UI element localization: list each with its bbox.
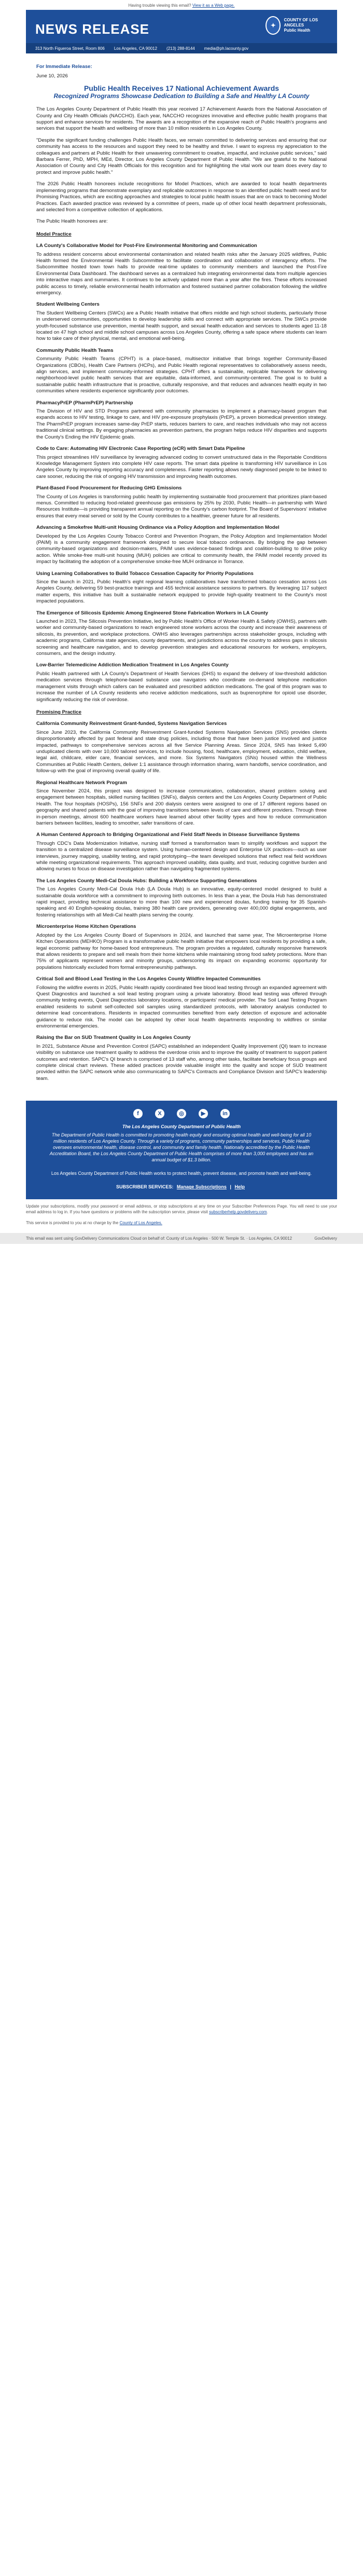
honoree-description: The Student Wellbeing Centers (SWCs) are a Public Health initiative that offers middle and high school students, particularly those in underserved communities, opportunities to develop leadership skills and connect with appropriate services. The SWCs provide youth-focused substance use prevention, mental health support, and sexual health education and services to students aged 11-18 located on 47 high school and middle school campuses across Los Angeles County, offering a safe space where students can learn how to take care of their physical, mental, and emotional well-being. xyxy=(36,310,327,342)
subscriber-label: SUBSCRIBER SERVICES: xyxy=(116,1184,174,1190)
honoree-description: Community Public Health Teams (CPHT) is a place-based, multisector initiative that brings together Community-Based Organizations (CBOs), Health Care Partners (HCPs), and Public Health regional representatives to collaboratively assess needs, align services, and implement community-informed strategies. CPHT offers a sustainable, replicable framework for delivering neighborhood-level public health services that are equitable, data-informed, and community-centered. The goal is to build a sustainable public health infrastructure that is proactive, culturally responsive, and that reduces and advances health equity in two communities where residents experience significantly poor outcomes. xyxy=(36,356,327,394)
x-icon[interactable]: X xyxy=(155,1109,164,1118)
honoree-title: Plant-Based Food Procurement for Reducing GHG Emissions xyxy=(36,485,182,491)
release-date: June 10, 2026 xyxy=(36,73,68,79)
honoree-description: Since June 2023, the California Community Reinvestment Grant-funded Systems Navigation Services (SNS) provides clients disproportionately affected by past federal and state drug policies, including those that have been justice involved and justice impacted, pathways to comprehensive services across all five Service Planning Areas. Since 2024, SNS has linked 5,490 unduplicated clients with over 10,000 tailored services, to include housing, food, healthcare, employment, education, child welfare, legal aid, childcare, elder care, financial services, and more. Six Systems Navigators (SNs) housed within the Wellness Communities at Public Health Centers, deliver 1:1 assistance through information sharing, warm handoffs, service coordination, and follow-up with the goal of improving overall quality of life. xyxy=(36,729,327,774)
footer-org-name: The Los Angeles County Department of Public Health xyxy=(122,1124,241,1130)
govdelivery-bar xyxy=(0,1233,363,1244)
honoree-title: Advancing a Smokefree Multi-unit Housing Ordinance via a Policy Adoption and Implementation Model xyxy=(36,525,280,531)
honoree-description: In 2021, Substance Abuse and Prevention Control (SAPC) established an independent Quality Improvement (QI) team to increase visibility on substance use treatment quality to address the overdose crisis and to improve the quality of treatment to support patient outcomes and retention. SAPC's QI branch is comprised of 13 staff who, among other tasks, facilitate beneficiary focus groups and complete clinical chart reviews. These added practices provide valuable insight into the quality and scope of SUD treatment provided within the SAPC network while also communicating to SAPC's Contracts and Compliance Division and SAPC's leadership team. xyxy=(36,1043,327,1081)
manage-subscriptions-link[interactable]: Manage Subscriptions xyxy=(176,1184,227,1190)
service-note-text: This service is provided to you at no charge by the xyxy=(26,1221,119,1226)
honoree-title: Low-Barrier Telemedicine Addiction Medication Treatment in Los Angeles County xyxy=(36,662,229,668)
honoree-description: Public Health partnered with LA County's Department of Health Services (DHS) to expand the delivery of low-threshold addiction medication services through telephone-based substance use navigators who coordinate on-demand telephone medication management visits through which callers can be evaluated and prescribed addiction medications. The goal of this program was to increase the number of LA County residents who receive addiction medications, such as buprenorphine for opioid use disorder, significantly reducing the risk of overdose. xyxy=(36,670,327,703)
honoree-title: PharmacyPrEP (PharmPrEP) Partnership xyxy=(36,400,133,406)
subheadline: Recognized Programs Showcase Dedication to Building a Safe and Healthy LA County xyxy=(53,92,310,100)
youtube-icon[interactable]: ▶ xyxy=(199,1109,208,1118)
contact-bar xyxy=(26,43,337,53)
intro-paragraph: The 2026 Public Health honorees include recognitions for Model Practices, which are awarded to local health departments implementing programs that demonstrate exemplary and replicable outcomes in response to an identified public health need and for Promising Practices, which are exciting approaches and strategies to local public health issues that are on track to becoming Model Practices. Each awarded practice was reviewed by a committee of peers, made up of other local health department professionals, and selected from a competitive collection of applications. xyxy=(36,181,327,213)
view-online-link[interactable]: View it as a Web page. xyxy=(192,3,235,8)
news-release-title: NEWS RELEASE xyxy=(35,21,150,37)
county-logo xyxy=(266,15,328,36)
help-link[interactable]: Help xyxy=(234,1184,245,1190)
service-note xyxy=(26,1220,337,1226)
subscription-text: Update your subscriptions, modify your password or email address, or stop subscriptions at any time on your Subscriber Preferences Page. You will need to use your email address to log in. If you have questions or problems with the subscription service, please visit subscriberhelp.govdelivery.com. xyxy=(26,1204,337,1215)
linkedin-icon[interactable]: in xyxy=(220,1109,230,1118)
category-label: Promising Practice xyxy=(36,709,81,715)
govdelivery-text: This email was sent using GovDelivery Communications Cloud on behalf of: County of Los Angeles · 500 W. Temple St. · Los Angeles, CA 90012 xyxy=(26,1236,292,1241)
city: Los Angeles, CA 90012 xyxy=(114,46,158,51)
honoree-description: Launched in 2023, The Silicosis Prevention Initiative, led by Public Health's Office of Worker Health & Safety (OWHS), partners with worker and community-based organizations to reach engineered stone workers across the county and increase their awareness of silicosis, its prevention, and workplace protections. OWHS also leverages partnerships across stakeholder groups, including with academic programs, California state agencies, county departments, and jurisdictions across the country to address gaps in silicosis screening and healthcare navigation, and to develop prevention strategies and educational resources for workers, employers, consumers, and the design industry. xyxy=(36,619,327,657)
honoree-title: Raising the Bar on SUD Treatment Quality in Los Angeles County xyxy=(36,1035,191,1041)
address: 313 North Figueroa Street, Room 806 xyxy=(35,46,105,51)
honoree-title: Student Wellbeing Centers xyxy=(36,302,100,308)
instagram-icon[interactable]: ◎ xyxy=(177,1109,186,1118)
honoree-description: Through CDC's Data Modernization Initiative, nursing staff formed a transformation team to simplify workflows and support the transition to a centralized disease surveillance system. Using human-centered design and Enterprise UX practices—such as user interviews, journey mapping, usability testing, and rapid prototyping—the team developed solutions that reflect real field workflows while meeting organizational requirements. This approach improved usability, data quality, and trust, reducing cognitive burden and allowing nurses to focus on disease investigation rather than navigating fragmented systems. xyxy=(36,840,327,872)
honoree-title: Using Learning Collaboratives to Build Tobacco Cessation Capacity for Priority Populations xyxy=(36,570,254,577)
facebook-icon[interactable]: f xyxy=(133,1109,143,1118)
honoree-title: The Los Angeles County Medi-Cal Doula Hubs: Building a Workforce Supporting Generations xyxy=(36,878,257,884)
intro-paragraph: The Los Angeles County Department of Public Health this year received 17 Achievement Awards from the National Association of County and City Health Officials (NACCHO). Each year, NACCHO recognizes innovative and effective public health programs that support and enhance services for residents. The awards are a recognition of the expansive reach of Public Health's programs and services that support the health and wellbeing of more than 10 million residents in Los Angeles County. xyxy=(36,106,327,132)
release-label: For Immediate Release: xyxy=(36,64,92,70)
honoree-description: Since November 2024, this project was designed to increase communication, collaboration, shared problem solving and engagement between hospitals, skilled nursing facilities (SNFs), dialysis centers and the Los Angeles County Department of Public Health. The four hospitals (HOSPs), 156 SNFs and 200 dialysis centers were assigned to one of 17 different regions based on geography and shared patients with the goal of improving transitions between levels of care and different providers. Through three in-person meetings, almost 600 healthcare workers have learned about other facility types and how to reduce communication barriers between facilities, leading to smoother, safer transitions of care. xyxy=(36,788,327,826)
honoree-categories xyxy=(36,231,327,1083)
honoree-description: This project streamlines HIV surveillance by leveraging advanced coding to convert unstructured data in the Reportable Conditions Knowledge Management System into complete HIV case reports. The smart data pipeline is transforming HIV surveillance in Los Angeles County by improving reporting accuracy and completeness. Faster reporting allows newly diagnosed people to be linked to care sooner, reducing the risk of ongoing HIV transmission and improving health outcomes. xyxy=(36,454,327,479)
honoree-description: To address resident concerns about environmental contamination and related health risks after the January 2025 wildfires, Public Health formed the Environmental Health Subcommittee to facilitate coordination and collaboration of interagency efforts. The Subcommittee hosted town town halls to provide real-time updates to community members and launched the Post-Fire Environmental Data Dashboard. The dashboard serves as a centralized hub integrating environmental data from multiple agencies into interactive maps and summaries. It continues to be actively updated more than a year after the fires. These efforts increased public access to timely, reliable environmental health information and fostered sustained partner collaboration following the wildfire emergency. xyxy=(36,251,327,296)
honoree-title: The Emergence of Silicosis Epidemic Among Engineered Stone Fabrication Workers in LA County xyxy=(36,610,268,616)
subscriber-services: SUBSCRIBER SERVICES: Manage Subscriptions | Help xyxy=(116,1184,245,1190)
intro-paragraph: "Despite the significant funding challenges Public Health faces, we remain committed to delivering services and ensuring that our community has access to the resources and support they need to be healthy and thrive. I want to express my appreciation to the colleagues and partners at Public Health for their unwavering commitment to creative, impactful, and inclusive public services," said Barbara Ferrer, PhD, MPH, MEd, Director, Los Angeles County Department of Public Health. "We are grateful to the National Association of County and City Health Officials for this recognition and for highlighting the vital work our team does every day to protect and improve public health." xyxy=(36,137,327,175)
footer-description: The Department of Public Health is committed to promoting health equity and ensuring optimal health and well-being for all 10 million residents of Los Angeles County. Through a variety of programs, community partnerships and services, Public Health oversees environmental health, disease control, and community and family health. Nationally accredited by the Public Health Accreditation Board, the Los Angeles County Department of Public Health comprises of more than 3,000 employees and has an annual budget of $1.3 billion. xyxy=(49,1132,314,1163)
release-body xyxy=(26,53,337,1092)
site[interactable]: media@ph.lacounty.gov xyxy=(204,46,249,51)
footer-mission: Los Angeles County Department of Public Health works to protect health, prevent disease, and promote health and well-being. xyxy=(51,1171,312,1176)
county-link[interactable]: County of Los Angeles. xyxy=(119,1221,162,1226)
view-online-note xyxy=(0,0,363,10)
honoree-title: Community Public Health Teams xyxy=(36,347,114,353)
phone: (213) 288-8144 xyxy=(166,46,195,51)
social-links xyxy=(47,1109,316,1118)
news-header xyxy=(26,10,337,53)
honoree-title: Regional Healthcare Network Program xyxy=(36,779,127,786)
honoree-title: Code to Care: Automating HIV Electronic Case Reporting (eCR) with Smart Data Pipeline xyxy=(36,446,245,452)
honoree-title: Critical Soil and Blood Lead Testing in the Los Angeles County Wildfire Impacted Communities xyxy=(36,976,261,982)
honoree-title: Microenterprise Home Kitchen Operations xyxy=(36,924,136,930)
subscription-text-body: Update your subscriptions, modify your password or email address, or stop subscriptions at any time on your Subscriber Preferences Page. You will need to use your email address to log in. If you have questions or problems with the subscription service, please visit xyxy=(26,1204,337,1215)
logo-text xyxy=(284,18,328,33)
honoree-description: Since the launch in 2021, Public Health's eight regional learning collaboratives have transformed tobacco cessation across Los Angeles County, delivering 59 best-practice trainings and 455 technical assistance sessions to partners. By leveraging 117 subject matter experts, this initiative has built a sustainable network equipped to provide high-quality treatment to the County's most impacted populations. xyxy=(36,579,327,605)
honoree-description: The Los Angeles County Medi-Cal Doula Hub (LA Doula Hub) is an innovative, equity-centered model designed to build a sustainable doula workforce with a commitment to improving birth outcomes. In less than a year, the Doula Hub has demonstrated rapid impact, providing technical assistance to more than 100 new and experienced doulas, funding training for 35 Spanish-speaking and 40 English-speaking doulas, training 380 health care providers, generating over 400,000 digital engagements, and fostering relationships with all Medi-Cal health plans serving the county. xyxy=(36,886,327,918)
honoree-description: The County of Los Angeles is transforming public health by implementing sustainable food procurement that prioritizes plant-based menus. Committed to reducing food-related greenhouse gas emissions by 25% by 2030, Public Health—in partnership with Ward Resources Institute—is providing transparent annual reporting on the County's carbon footprint. The Board of Supervisors' initiative ensures that every meal served or sold by the County contributes to a healthier, greener future for all residents. xyxy=(36,494,327,519)
honoree-description: Developed by the Los Angeles County Tobacco Control and Prevention Program, the Policy Adoption and Implementation Model (PAIM) is a community engagement framework designed to secure local tobacco ordinances. By bridging the gap between community-based organizations and decision-makers, PAIM uses evidence-based findings and coalition-building to drive policy action. While smoke-free multi-unit housing (MUH) policies are critical to community health, the PAIM model recently proved its impact by facilitating the adoption of a comprehensive smoke-free MUH ordinance in Torrance. xyxy=(36,533,327,565)
honoree-title: LA County's Collaborative Model for Post-Fire Environmental Monitoring and Communication xyxy=(36,243,257,249)
logo-line-2: Public Health xyxy=(284,28,311,33)
logo-line-1: COUNTY OF LOS ANGELES xyxy=(284,18,318,28)
honoree-description: Following the wildfire events in 2025, Public Health rapidly coordinated free blood lead testing through an expanded agreement with Quest Diagnostics and launched a soil lead testing program using a private laboratory. Blood lead testing was offered through community testing events, Quest Diagnostics laboratory locations, or participants' medical provider. The Soil Lead Testing Program enabled residents to submit self-collected soil samples using standardized protocols, with laboratory analysis conducted to determine lead concentrations. Residents in impacted communities benefited from early detection of exposure and actionable guidance to reduce risk. The model can be adopted by other local health departments responding to wildfires or similar environmental emergencies. xyxy=(36,984,327,1029)
govdelivery-logo: GovDelivery xyxy=(314,1236,337,1241)
honoree-description: The Division of HIV and STD Programs partnered with community pharmacies to implement a pharmacy-based program that expands access to HIV testing, linkage to care, and HIV pre-exposure prophylaxis (PrEP), a proven biomedical prevention strategy. The PharmPrEP program increases same-day PrEP starts, reduces barriers to care, and reaches individuals who may not access traditional clinical settings. By engaging pharmacies as prevention partners, the program helps reduce HIV disparities and supports the County's Ending the HIV Epidemic goals. xyxy=(36,408,327,440)
headline: Public Health Receives 17 National Achievement Awards xyxy=(83,84,280,92)
intro-paragraph: The Public Health honorees are: xyxy=(36,218,108,225)
honoree-description: Adopted by the Los Angeles County Board of Supervisors in 2024, and launched that same year, The Microenterprise Home Kitchen Operations (MEHKO) Program is a transformative public health initiative that empowers local residents by providing a safe, legal economic pathway for home-based food entrepreneurs. The program provides a regulated, culturally responsive framework that allows residents to prepare and sell meals from their home kitchens while maintaining strong food safety protections. More than 75% of applicants represent women and minority groups, underscoring its impact on expanding economic opportunity for populations historically excluded from formal entrepreneurship pathways. xyxy=(36,932,327,970)
honoree-title: California Community Reinvestment Grant-funded, Systems Navigation Services xyxy=(36,721,227,727)
category-label: Model Practice xyxy=(36,231,72,237)
honoree-title: A Human Centered Approach to Bridging Organizational and Field Staff Needs in Disease Surveillance Systems xyxy=(36,832,300,838)
subscriber-help-link[interactable]: subscriberhelp.govdelivery.com xyxy=(209,1210,267,1215)
view-online-text: Having trouble viewing this email? xyxy=(128,3,191,8)
county-seal-icon: ✦ xyxy=(266,16,281,35)
footer xyxy=(26,1101,337,1199)
subscription-note xyxy=(26,1203,337,1226)
